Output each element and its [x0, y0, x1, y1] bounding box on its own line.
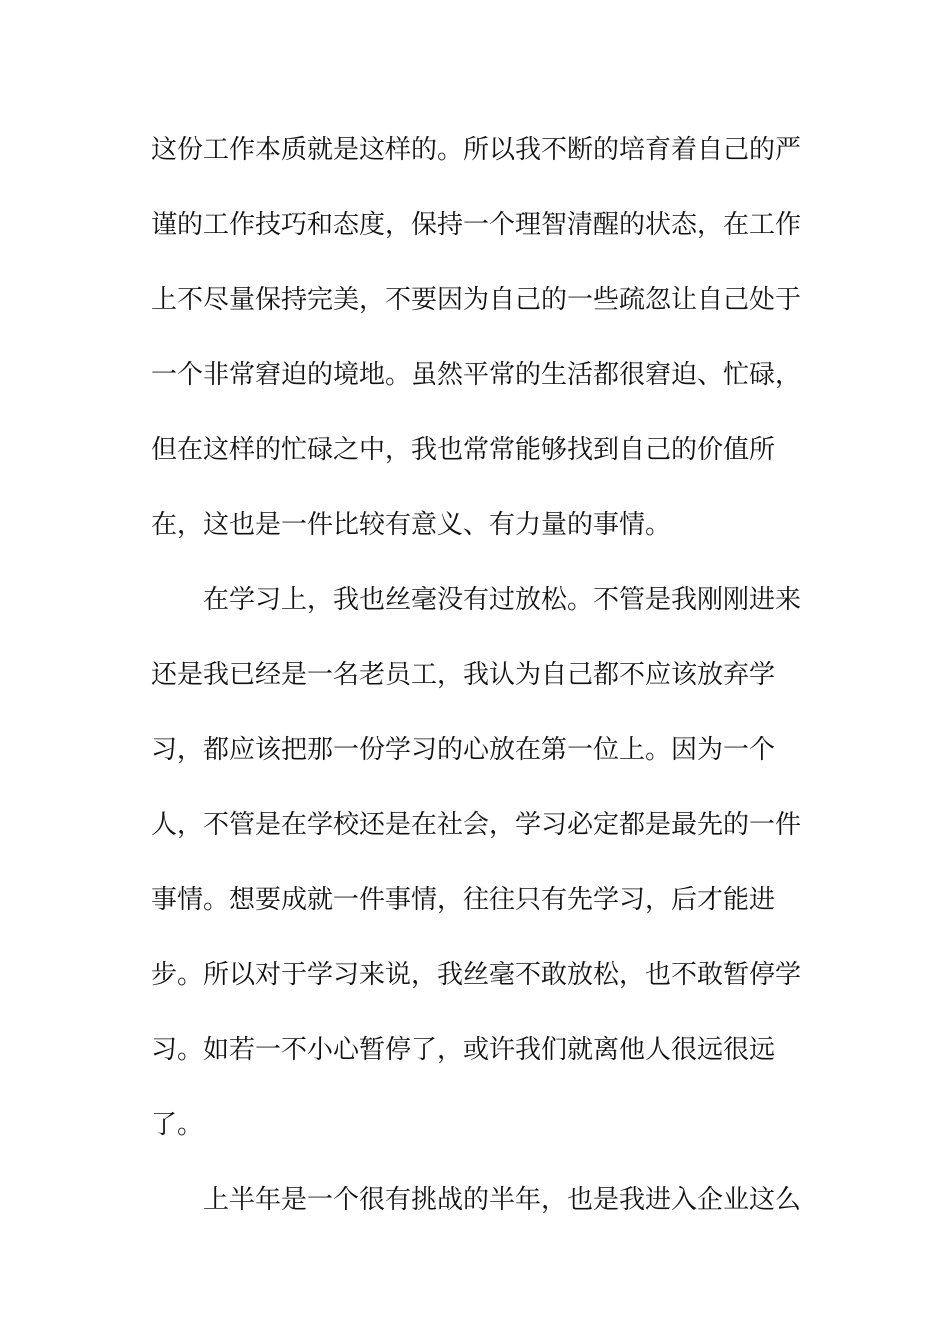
- paragraph-line: 谨的工作技巧和态度，保持一个理智清醒的状态，在工作: [151, 210, 802, 240]
- paragraph-line: 还是我已经是一名老员工，我认为自己都不应该放弃学: [151, 660, 776, 690]
- paragraph-line: 习，都应该把那一份学习的心放在第一位上。因为一个: [151, 735, 776, 765]
- paragraph-line: 一个非常窘迫的境地。虽然平常的生活都很窘迫、忙碌，: [151, 360, 802, 390]
- paragraph-line: 但在这样的忙碌之中，我也常常能够找到自己的价值所: [151, 435, 776, 465]
- paragraph-line: 事情。想要成就一件事情，往往只有先学习，后才能进: [151, 885, 776, 915]
- paragraph-line: 了。: [151, 1110, 204, 1140]
- paragraph-line: 步。所以对于学习来说，我丝毫不敢放松，也不敢暂停学: [151, 960, 802, 990]
- paragraph-line: 习。如若一不小心暂停了，或许我们就离他人很远很远: [151, 1035, 776, 1065]
- paragraph-line: 在，这也是一件比较有意义、有力量的事情。: [151, 510, 672, 540]
- paragraph-line: 这份工作本质就是这样的。所以我不断的培育着自己的严: [151, 135, 802, 165]
- paragraph-line: 上半年是一个很有挑战的半年，也是我进入企业这么: [203, 1185, 802, 1215]
- paragraph-line: 人，不管是在学校还是在社会，学习必定都是最先的一件: [151, 810, 802, 840]
- paragraph-line: 在学习上，我也丝毫没有过放松。不管是我刚刚进来: [203, 585, 802, 615]
- paragraph-line: 上不尽量保持完美，不要因为自己的一些疏忽让自己处于: [151, 285, 802, 315]
